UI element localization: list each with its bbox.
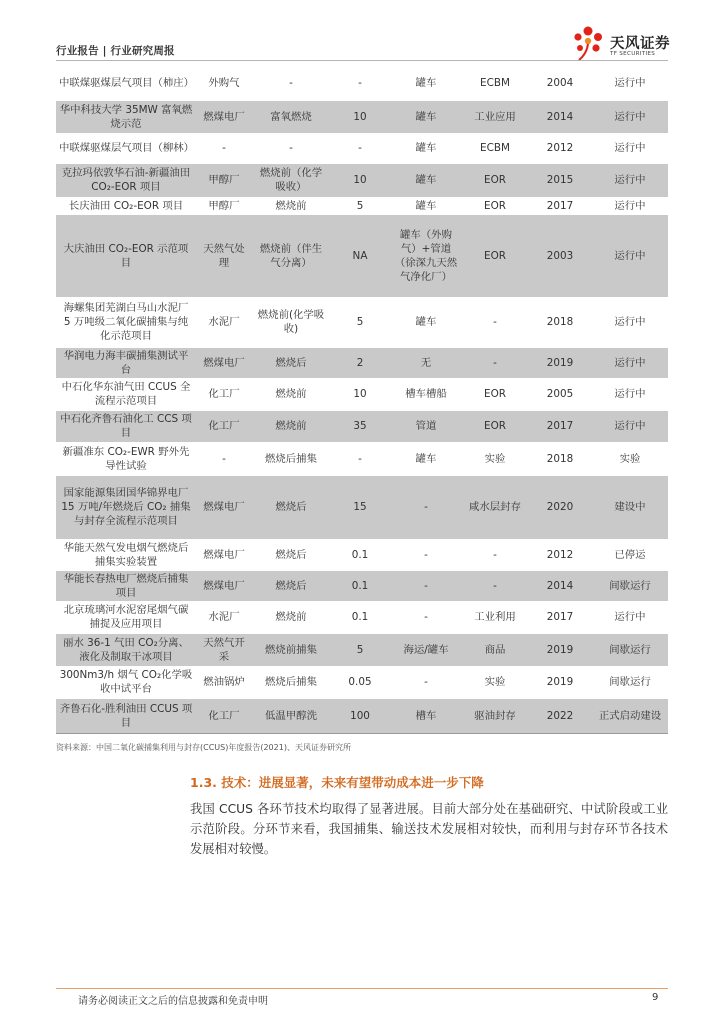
cell-scale: 5 <box>330 197 390 214</box>
cell-capture-tech: 燃烧前 <box>252 197 330 214</box>
cell-status: 运行中 <box>592 297 668 347</box>
cell-year: 2019 <box>528 347 592 378</box>
cell-scale: 35 <box>330 410 390 442</box>
cell-source-type: 燃煤电厂 <box>196 100 252 133</box>
cell-transport: - <box>390 601 462 633</box>
cell-status: 建设中 <box>592 475 668 539</box>
cell-year: 2014 <box>528 100 592 133</box>
cell-utilization: - <box>462 539 528 570</box>
section-heading: 1.3. 技术：进展显著，未来有望带动成本进一步下降 <box>190 775 484 790</box>
table-row <box>56 163 668 197</box>
cell-utilization: ECBM <box>462 133 528 163</box>
cell-utilization: 工业应用 <box>462 100 528 133</box>
table-row <box>56 214 668 297</box>
cell-project-name: 华中科技大学 35MW 富氧燃烧示范 <box>56 100 196 133</box>
cell-utilization: 实验 <box>462 442 528 475</box>
cell-project-name: 齐鲁石化-胜利油田 CCUS 项目 <box>56 698 196 733</box>
cell-year: 2014 <box>528 570 592 601</box>
table-row <box>56 347 668 378</box>
cell-capture-tech: 燃烧前捕集 <box>252 633 330 666</box>
cell-status: 运行中 <box>592 347 668 378</box>
cell-source-type: - <box>196 442 252 475</box>
cell-source-type: 燃煤电厂 <box>196 475 252 539</box>
cell-scale: 0.05 <box>330 666 390 698</box>
cell-status: 正式启动建设 <box>592 698 668 733</box>
cell-utilization: EOR <box>462 214 528 297</box>
cell-capture-tech: 燃烧后 <box>252 347 330 378</box>
cell-project-name: 新疆准东 CO₂-EWR 野外先导性试验 <box>56 442 196 475</box>
cell-source-type: 化工厂 <box>196 378 252 410</box>
cell-source-type: 化工厂 <box>196 410 252 442</box>
cell-capture-tech: 燃烧前（化学吸收） <box>252 163 330 197</box>
cell-source-type: 燃煤电厂 <box>196 539 252 570</box>
report-type-label: 行业报告 | 行业研究周报 <box>56 45 175 57</box>
cell-project-name: 海螺集团芜湖白马山水泥厂 5 万吨级二氧化碳捕集与纯化示范项目 <box>56 297 196 347</box>
cell-year: 2017 <box>528 410 592 442</box>
table-source-note: 资料来源：中国二氧化碳捕集利用与封存(CCUS)年度报告(2021)、天风证券研究所 <box>56 743 351 752</box>
table-row <box>56 633 668 666</box>
cell-scale: 0.1 <box>330 539 390 570</box>
cell-status: 运行中 <box>592 410 668 442</box>
cell-source-type: 化工厂 <box>196 698 252 733</box>
cell-utilization: - <box>462 297 528 347</box>
cell-capture-tech: 燃烧前 <box>252 410 330 442</box>
cell-utilization: ECBM <box>462 67 528 100</box>
cell-capture-tech: - <box>252 133 330 163</box>
cell-source-type: 甲醇厂 <box>196 163 252 197</box>
cell-year: 2019 <box>528 666 592 698</box>
cell-transport: - <box>390 539 462 570</box>
cell-project-name: 中联煤驱煤层气项目（柿庄） <box>56 67 196 100</box>
cell-transport: 槽车槽船 <box>390 378 462 410</box>
cell-status: 间歇运行 <box>592 666 668 698</box>
cell-project-name: 300Nm3/h 烟气 CO₂化学吸收中试平台 <box>56 666 196 698</box>
cell-transport: 海运/罐车 <box>390 633 462 666</box>
cell-capture-tech: 燃烧前(化学吸收) <box>252 297 330 347</box>
cell-year: 2022 <box>528 698 592 733</box>
cell-scale: 10 <box>330 100 390 133</box>
cell-capture-tech: - <box>252 67 330 100</box>
cell-status: 实验 <box>592 442 668 475</box>
cell-source-type: - <box>196 133 252 163</box>
cell-utilization: - <box>462 570 528 601</box>
cell-project-name: 克拉玛依敦华石油-新疆油田 CO₂-EOR 项目 <box>56 163 196 197</box>
cell-project-name: 北京琉璃河水泥窑尾烟气碳捕捉及应用项目 <box>56 601 196 633</box>
cell-transport: 罐车 <box>390 197 462 214</box>
ccus-projects-table <box>56 67 668 734</box>
cell-year: 2015 <box>528 163 592 197</box>
cell-source-type: 天然气处理 <box>196 214 252 297</box>
cell-transport: 罐车 <box>390 133 462 163</box>
table-row <box>56 539 668 570</box>
cell-source-type: 天然气开采 <box>196 633 252 666</box>
table-row <box>56 666 668 698</box>
cell-capture-tech: 燃烧前 <box>252 601 330 633</box>
cell-utilization: 工业利用 <box>462 601 528 633</box>
table-row <box>56 410 668 442</box>
cell-capture-tech: 燃烧前（伴生气分离） <box>252 214 330 297</box>
table-row <box>56 100 668 133</box>
cell-year: 2020 <box>528 475 592 539</box>
cell-scale: 2 <box>330 347 390 378</box>
cell-capture-tech: 燃烧后捕集 <box>252 666 330 698</box>
cell-transport: - <box>390 475 462 539</box>
cell-transport: - <box>390 570 462 601</box>
cell-scale: 10 <box>330 378 390 410</box>
table-row <box>56 442 668 475</box>
cell-capture-tech: 燃烧后 <box>252 570 330 601</box>
cell-status: 运行中 <box>592 197 668 214</box>
cell-scale: 10 <box>330 163 390 197</box>
cell-utilization: 商品 <box>462 633 528 666</box>
cell-project-name: 华润电力海丰碳捕集测试平台 <box>56 347 196 378</box>
logo-subtitle: TF SECURITIES <box>610 51 656 57</box>
cell-scale: - <box>330 442 390 475</box>
cell-transport: 罐车 <box>390 297 462 347</box>
cell-source-type: 水泥厂 <box>196 297 252 347</box>
tf-flower-logo-icon <box>570 24 606 62</box>
cell-project-name: 大庆油田 CO₂-EOR 示范项目 <box>56 214 196 297</box>
cell-utilization: 咸水层封存 <box>462 475 528 539</box>
cell-transport: 罐车 <box>390 163 462 197</box>
table-row <box>56 297 668 347</box>
cell-status: 运行中 <box>592 378 668 410</box>
footer-disclaimer: 请务必阅读正文之后的信息披露和免责申明 <box>78 996 268 1007</box>
cell-project-name: 丽水 36-1 气田 CO₂分离、液化及制取干冰项目 <box>56 633 196 666</box>
cell-scale: - <box>330 67 390 100</box>
cell-project-name: 中石化华东油气田 CCUS 全流程示范项目 <box>56 378 196 410</box>
cell-year: 2003 <box>528 214 592 297</box>
logo-name: 天风证券 <box>610 36 670 52</box>
cell-source-type: 燃油锅炉 <box>196 666 252 698</box>
cell-transport: 罐车（外购气）+管道（徐深九天然气净化厂） <box>390 214 462 297</box>
cell-project-name: 华能天然气发电烟气燃烧后捕集实验装置 <box>56 539 196 570</box>
cell-source-type: 外购气 <box>196 67 252 100</box>
cell-scale: 5 <box>330 633 390 666</box>
cell-status: 运行中 <box>592 601 668 633</box>
cell-year: 2012 <box>528 539 592 570</box>
table-row <box>56 570 668 601</box>
cell-capture-tech: 低温甲醇洗 <box>252 698 330 733</box>
cell-scale: - <box>330 133 390 163</box>
cell-utilization: EOR <box>462 197 528 214</box>
cell-year: 2018 <box>528 297 592 347</box>
cell-year: 2017 <box>528 197 592 214</box>
cell-project-name: 中联煤驱煤层气项目（柳林） <box>56 133 196 163</box>
cell-project-name: 长庆油田 CO₂-EOR 项目 <box>56 197 196 214</box>
table-row <box>56 67 668 100</box>
cell-status: 运行中 <box>592 67 668 100</box>
cell-utilization: EOR <box>462 410 528 442</box>
cell-year: 2017 <box>528 601 592 633</box>
footer-divider <box>56 988 668 989</box>
cell-year: 2005 <box>528 378 592 410</box>
cell-utilization: 驱油封存 <box>462 698 528 733</box>
cell-project-name: 国家能源集团国华锦界电厂 15 万吨/年燃烧后 CO₂ 捕集与封存全流程示范项目 <box>56 475 196 539</box>
cell-utilization: 实验 <box>462 666 528 698</box>
cell-scale: 5 <box>330 297 390 347</box>
section-body-paragraph: 我国 CCUS 各环节技术均取得了显著进展。目前大部分处在基础研究、中试阶段或工业示范阶段。分环节来看，我国捕集、输送技术发展相对较快，而利用与封存环节各技术发展相对较慢。 <box>190 802 668 856</box>
cell-year: 2018 <box>528 442 592 475</box>
cell-capture-tech: 燃烧后 <box>252 539 330 570</box>
cell-status: 间歇运行 <box>592 633 668 666</box>
cell-utilization: EOR <box>462 163 528 197</box>
table-row <box>56 601 668 633</box>
cell-source-type: 水泥厂 <box>196 601 252 633</box>
cell-scale: 100 <box>330 698 390 733</box>
table-row <box>56 698 668 733</box>
cell-status: 运行中 <box>592 163 668 197</box>
cell-transport: 管道 <box>390 410 462 442</box>
cell-transport: 槽车 <box>390 698 462 733</box>
cell-scale: 0.1 <box>330 570 390 601</box>
cell-scale: 15 <box>330 475 390 539</box>
cell-source-type: 燃煤电厂 <box>196 570 252 601</box>
cell-status: 运行中 <box>592 133 668 163</box>
brand-logo <box>570 24 670 64</box>
table-row <box>56 197 668 214</box>
cell-utilization: EOR <box>462 378 528 410</box>
cell-year: 2019 <box>528 633 592 666</box>
table-row <box>56 475 668 539</box>
cell-project-name: 华能长春热电厂燃烧后捕集项目 <box>56 570 196 601</box>
cell-capture-tech: 富氧燃烧 <box>252 100 330 133</box>
cell-source-type: 燃煤电厂 <box>196 347 252 378</box>
cell-transport: 罐车 <box>390 100 462 133</box>
cell-capture-tech: 燃烧前 <box>252 378 330 410</box>
cell-status: 已停运 <box>592 539 668 570</box>
cell-status: 运行中 <box>592 100 668 133</box>
cell-transport: 罐车 <box>390 67 462 100</box>
cell-scale: NA <box>330 214 390 297</box>
cell-status: 间歇运行 <box>592 570 668 601</box>
cell-source-type: 甲醇厂 <box>196 197 252 214</box>
header-divider <box>56 60 668 61</box>
cell-utilization: - <box>462 347 528 378</box>
cell-year: 2012 <box>528 133 592 163</box>
cell-capture-tech: 燃烧后 <box>252 475 330 539</box>
cell-transport: 无 <box>390 347 462 378</box>
table-row <box>56 378 668 410</box>
table-row <box>56 133 668 163</box>
cell-year: 2004 <box>528 67 592 100</box>
cell-transport: - <box>390 666 462 698</box>
cell-status: 运行中 <box>592 214 668 297</box>
cell-scale: 0.1 <box>330 601 390 633</box>
page-number: 9 <box>652 992 659 1003</box>
cell-project-name: 中石化齐鲁石油化工 CCS 项目 <box>56 410 196 442</box>
cell-capture-tech: 燃烧后捕集 <box>252 442 330 475</box>
cell-transport: 罐车 <box>390 442 462 475</box>
